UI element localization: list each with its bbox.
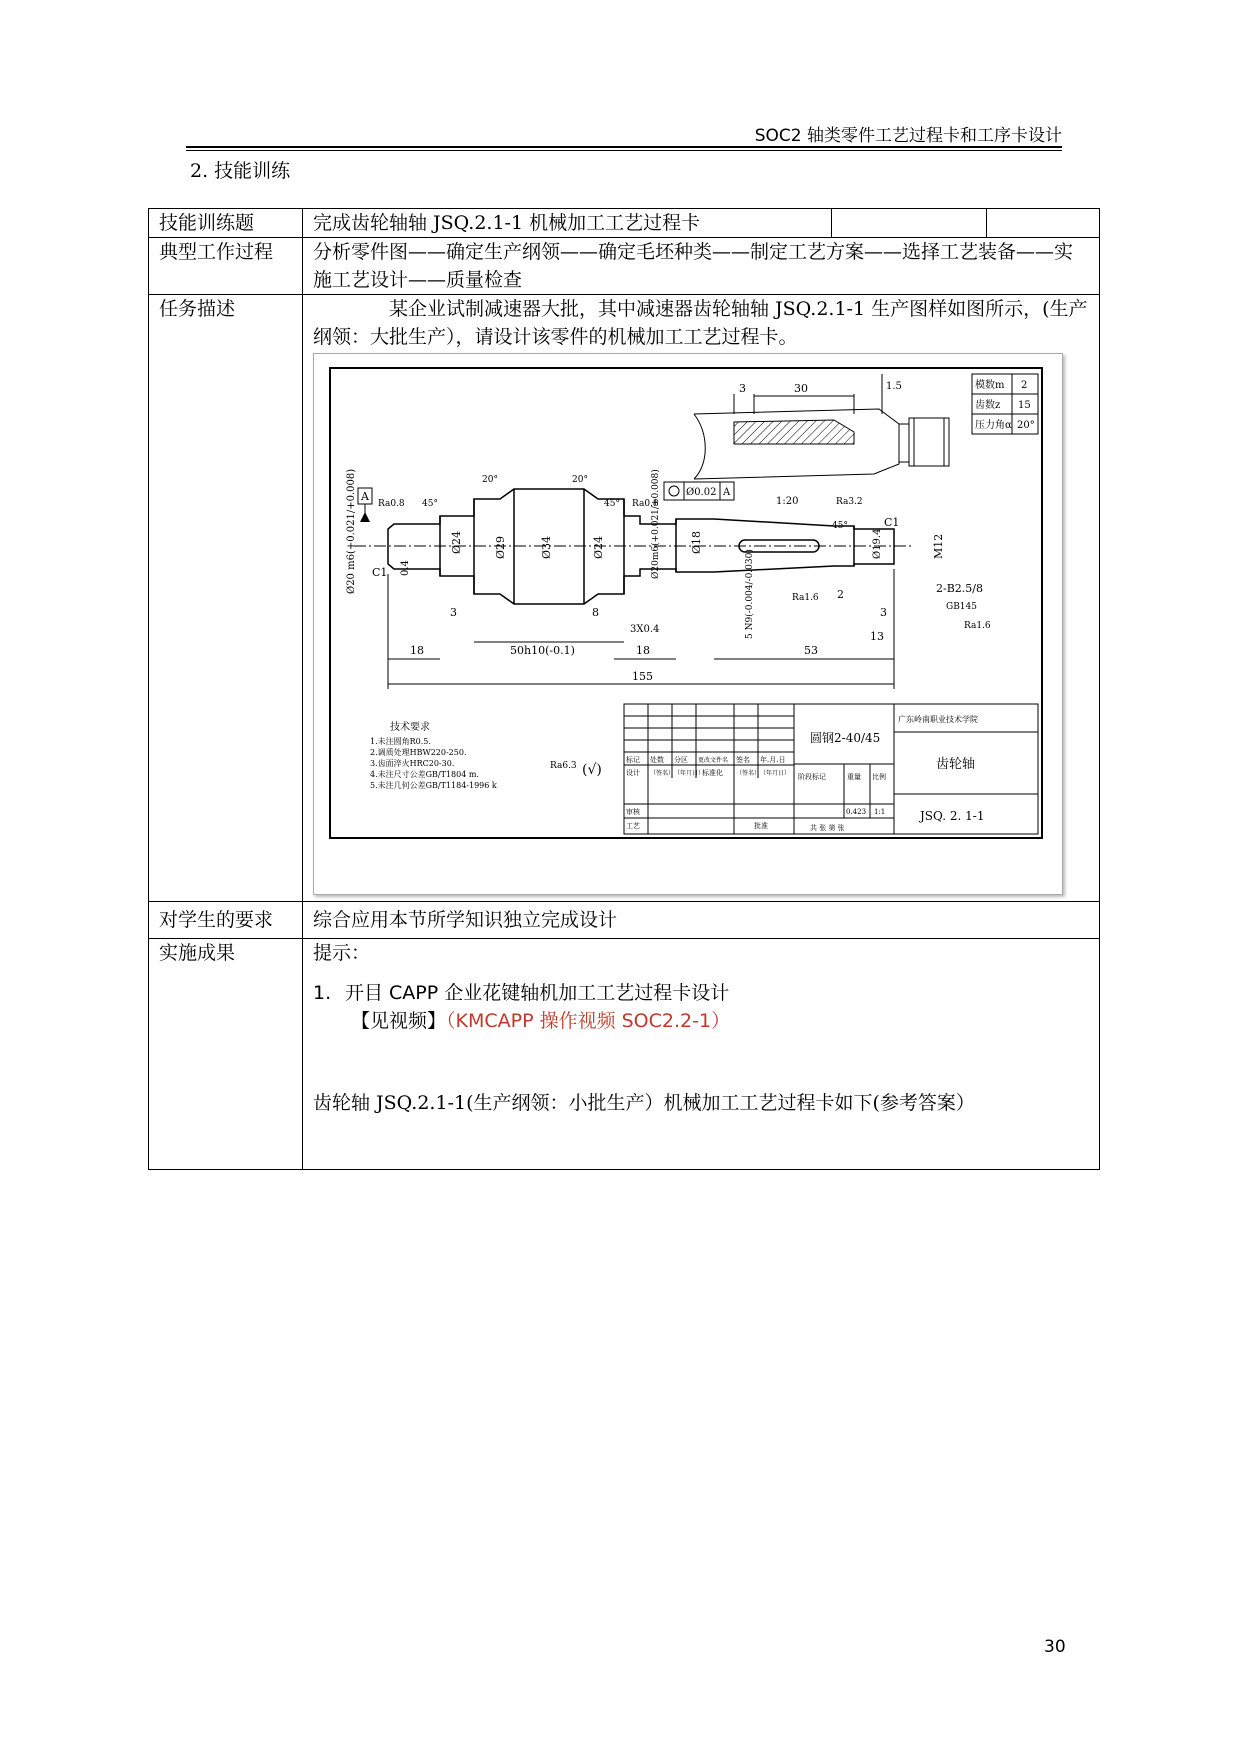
dim-label: Ø24: [592, 535, 605, 559]
gear-table: [972, 374, 1038, 434]
hint-item: [313, 979, 1089, 1007]
task-description-cell: [303, 295, 1100, 902]
drawing-number: JSQ. 2. 1-1: [920, 809, 985, 823]
dim-label: 3X0.4: [630, 624, 660, 635]
gear-param-value: 2: [1021, 380, 1028, 391]
dim-label: 3: [880, 606, 887, 619]
hint-label: 提示：: [313, 942, 371, 964]
tolerance-value: Ø0.02: [686, 487, 717, 498]
gear-param-name: 模数m: [975, 380, 1005, 391]
table-row: [149, 902, 1100, 939]
task-description: 某企业试制减速器大批，其中减速器齿轮轴轴 JSQ.2.1-1 生产图样如图所示，(生产纲领：大批生产），请设计该零件的机械加工工艺过程卡。: [313, 298, 1088, 348]
length-label: 53: [804, 644, 818, 657]
video-prefix: 【见视频】: [351, 1010, 447, 1032]
roughness-label: Ra1.6: [964, 621, 991, 631]
video-line: [313, 1007, 1089, 1035]
school-name: 广东岭南职业技术学院: [898, 715, 978, 724]
table-row: [149, 238, 1100, 295]
section-heading: 2. 技能训练: [190, 160, 291, 182]
title-block-cell: 标准化: [702, 769, 723, 777]
title-block-cell: 标记: [626, 756, 640, 764]
dim-label: Ø24: [450, 530, 463, 554]
part-name: 齿轮轴: [936, 757, 976, 772]
tech-line: 1.未注圆角R0.5.: [370, 737, 431, 746]
title-block-cell: 工艺: [626, 822, 640, 830]
length-label: 18: [636, 644, 650, 657]
title-block-cell: 签名: [736, 756, 750, 764]
title-block-cell: 设计: [626, 769, 640, 777]
angle-label: 45°: [832, 521, 848, 531]
roughness-label: Ra0.8: [378, 499, 405, 509]
work-process: 分析零件图——确定生产纲领——确定毛坯种类——制定工艺方案——选择工艺装备——实施工艺设计——质量检查: [303, 238, 1100, 295]
scale-value: 1:1: [874, 808, 886, 816]
dim-label: Ø18: [690, 530, 703, 554]
dim-label: 8: [592, 606, 599, 619]
dim-label: 0.4: [400, 560, 411, 576]
page-number: 30: [1044, 1637, 1066, 1657]
result-cell: [303, 939, 1100, 1170]
tech-line: 4.未注尺寸公差GB/T1804 m.: [370, 770, 479, 779]
title-block-cell: 年.月.日: [760, 756, 786, 764]
header-title: SOC2 轴类零件工艺过程卡和工序卡设计: [754, 126, 1062, 146]
task-title: 完成齿轮轴轴 JSQ.2.1-1 机械加工工艺过程卡: [303, 209, 832, 237]
tech-line: 5.未注几何公差GB/T1184-1996 k: [370, 781, 497, 790]
item-number: 1.: [313, 982, 332, 1004]
check-note: (√): [582, 762, 602, 778]
gear-param-value: 20°: [1017, 420, 1035, 431]
dim-label: 3: [739, 382, 746, 395]
title-block-cell: （年月日）: [760, 770, 791, 777]
title-block-cell: （签名）: [650, 770, 675, 777]
dim-label: Ø34: [540, 535, 553, 559]
dim-label: 3: [450, 606, 457, 619]
standard-label: GB145: [946, 602, 977, 612]
dim-label: Ø20m6(+0.021/+0.008): [651, 469, 661, 579]
empty-cell: [832, 209, 987, 237]
title-block-cell: 分区: [674, 756, 688, 764]
answer-note: 齿轮轴 JSQ.2.1-1(生产纲领：小批生产）机械加工工艺过程卡如下(参考答案）: [313, 1092, 975, 1114]
tech-title: 技术要求: [390, 722, 430, 733]
tech-line: 2.调质处理HBW220-250.: [370, 748, 467, 757]
weight-label: 重量: [847, 773, 861, 781]
table-row: [149, 939, 1100, 1170]
dim-label: M12: [932, 533, 945, 559]
title-block-cell: 处数: [650, 756, 664, 764]
length-label: 50h10(-0.1): [510, 644, 575, 657]
dim-label: Ø20 m6(+0.021/+0.008): [346, 468, 357, 594]
material-label: 圆钢2-40/45: [810, 731, 881, 745]
video-link[interactable]: （KMCAPP 操作视频 SOC2.2-1）: [446, 1010, 731, 1032]
scale-label: 比例: [872, 773, 886, 781]
title-block-cell: （签名）: [736, 770, 761, 777]
tech-requirements: [370, 720, 497, 790]
dim-label: 13: [870, 630, 884, 643]
length-label: 18: [410, 644, 424, 657]
dim-label: Ø19.4: [872, 528, 883, 559]
label-cell: 任务描述: [149, 295, 303, 902]
weight-value: 0.423: [846, 808, 867, 816]
angle-label: 45°: [604, 499, 620, 509]
dim-label: 1.5: [886, 381, 902, 392]
taper-label: 1:20: [776, 496, 799, 507]
chamfer-label: C1: [884, 516, 900, 529]
dim-label: 2: [837, 588, 844, 601]
label-cell: 实施成果: [149, 939, 303, 1170]
engineering-drawing: [313, 353, 1063, 895]
coaxiality-frame: [664, 482, 734, 500]
table-row: [149, 295, 1100, 902]
header-rule: [186, 146, 1062, 148]
tech-line: 3.齿面淬火HRC20-30.: [370, 759, 455, 768]
gear-param-value: 15: [1018, 400, 1031, 411]
label-cell: 典型工作过程: [149, 238, 303, 295]
gear-param-name: 齿数z: [975, 400, 1001, 411]
datum-box: A: [361, 490, 369, 503]
title-block-cell: （年月日）: [674, 770, 705, 777]
roughness-label: Ra3.2: [836, 497, 863, 507]
angle-label: 20°: [482, 475, 498, 485]
title-block-cell: 审核: [626, 808, 640, 816]
drawing-svg: [314, 354, 1062, 894]
empty-cell: [987, 209, 1099, 237]
roughness-label: Ra1.6: [792, 593, 819, 603]
student-requirement: 综合应用本节所学知识独立完成设计: [303, 902, 1100, 939]
table-row: [149, 209, 1100, 238]
roughness-note: Ra6.3: [550, 761, 577, 771]
length-label: 155: [632, 670, 653, 683]
label-cell: 技能训练题: [149, 209, 303, 238]
item-text: 开目 CAPP 企业花键轴机加工工艺过程卡设计: [345, 982, 730, 1004]
title-block-cell: 批准: [754, 822, 768, 830]
header-rule-thin: [186, 150, 1062, 151]
task-table: [148, 208, 1100, 1170]
gear-param-name: 压力角α: [975, 420, 1012, 431]
title-block-cell: 更改文件名: [698, 757, 729, 764]
center-hole-label: 2-B2.5/8: [936, 582, 983, 595]
dim-label: 30: [794, 382, 808, 395]
sheets-label: 共 张 第 张: [810, 824, 845, 832]
dim-label: Ø29: [494, 535, 507, 559]
stage-label: 阶段标记: [798, 773, 826, 781]
value-cell: [303, 209, 1100, 238]
dim-label: C1: [372, 566, 388, 579]
dim-label: 5 N9(-0.004/-0.030): [745, 549, 755, 639]
angle-label: 45°: [422, 499, 438, 509]
label-cell: 对学生的要求: [149, 902, 303, 939]
datum-label: A: [723, 487, 731, 498]
roughness-label: Ra0.8: [632, 499, 659, 509]
key-section-detail: [694, 374, 949, 479]
angle-label: 20°: [572, 475, 588, 485]
